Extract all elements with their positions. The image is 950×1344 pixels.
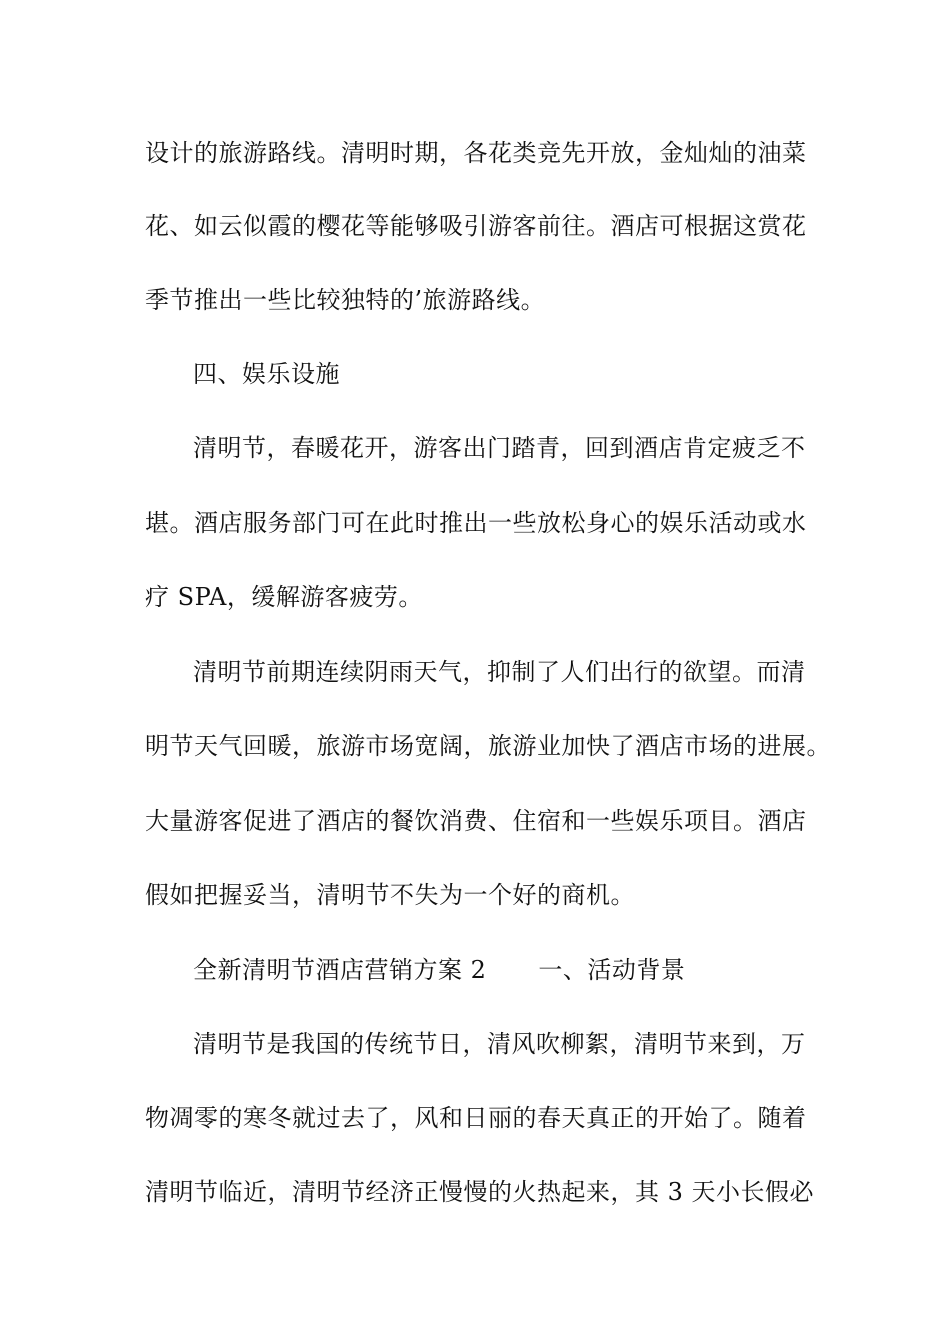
paragraph-line: 清明节，春暖花开，游客出门踏青，回到酒店肯定疲乏不 (193, 434, 806, 462)
paragraph-line: 大量游客促进了酒店的餐饮消费、住宿和一些娱乐项目。酒店 (145, 807, 807, 835)
paragraph-line: 季节推出一些比较独特的’旅游路线。 (145, 286, 546, 314)
paragraph-line: 堪。酒店服务部门可在此时推出一些放松身心的娱乐活动或水 (145, 509, 807, 537)
paragraph-line: 花、如云似霞的樱花等能够吸引游客前往。酒店可根据这赏花 (145, 212, 807, 240)
paragraph-line: 清明节是我国的传统节日，清风吹柳絮，清明节来到，万 (193, 1030, 806, 1058)
section-heading-line (193, 955, 685, 985)
paragraph-line: 假如把握妥当，清明节不失为一个好的商机。 (145, 881, 635, 909)
paragraph-line: 清明节临近，清明节经济正慢慢的火热起来，其 3 天小长假必 (145, 1178, 815, 1206)
paragraph-line: 清明节前期连续阴雨天气，抑制了人们出行的欲望。而清 (193, 658, 806, 686)
paragraph-line: 设计的旅游路线。清明时期，各花类竞先开放，金灿灿的油菜 (145, 139, 807, 167)
paragraph-line: 物凋零的寒冬就过去了，风和日丽的春天真正的开始了。随着 (145, 1104, 807, 1132)
section-heading: 四、娱乐设施 (193, 360, 340, 388)
paragraph-line: 明节天气回暖，旅游市场宽阔，旅游业加快了酒店市场的进展。 (145, 732, 831, 760)
subsection-heading: 一、活动背景 (538, 956, 686, 984)
plan-title: 全新清明节酒店营销方案 2 (193, 956, 487, 984)
paragraph-line: 疗 SPA，缓解游客疲劳。 (145, 583, 423, 611)
